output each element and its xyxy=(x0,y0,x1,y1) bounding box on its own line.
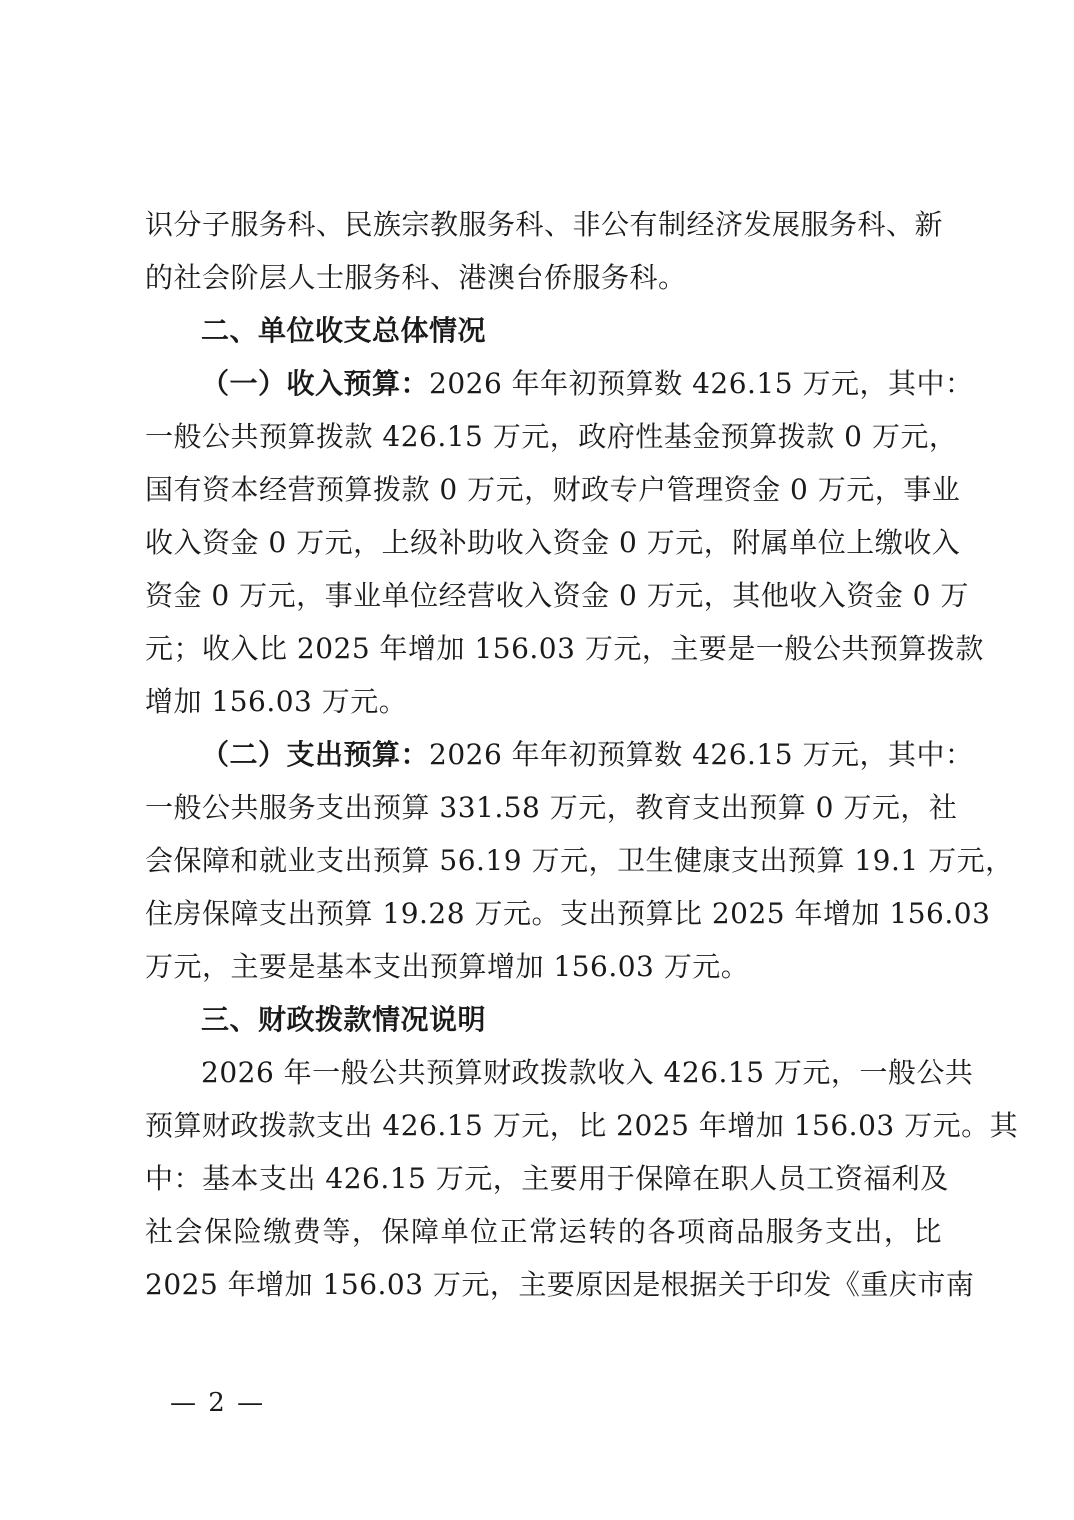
body-line: 2025 年增加 156.03 万元，主要原因是根据关于印发《重庆市南 xyxy=(145,1268,975,1301)
body-line: 元；收入比 2025 年增加 156.03 万元，主要是一般公共预算拨款 xyxy=(145,632,984,665)
income-budget-first-line xyxy=(145,357,974,410)
expenditure-budget-first-line xyxy=(145,728,974,781)
body-line: 的社会阶层人士服务科、港澳台侨服务科。 xyxy=(145,261,687,294)
section-heading-2: 二、单位收支总体情况 xyxy=(201,314,487,347)
subsection-heading-income: （一）收入预算： xyxy=(201,367,430,400)
body-text: 2026 年年初预算数 426.15 万元，其中： xyxy=(429,367,974,400)
section-heading-3: 三、财政拨款情况说明 xyxy=(201,1003,487,1036)
body-text: 2026 年年初预算数 426.15 万元，其中： xyxy=(429,738,974,771)
body-line: 国有资本经营预算拨款 0 万元，财政专户管理资金 0 万元，事业 xyxy=(145,473,961,506)
page-number: — 2 — xyxy=(170,1388,266,1418)
body-line: 预算财政拨款支出 426.15 万元，比 2025 年增加 156.03 万元。其 xyxy=(145,1109,1019,1142)
body-line: 增加 156.03 万元。 xyxy=(145,685,408,718)
body-line: 资金 0 万元，事业单位经营收入资金 0 万元，其他收入资金 0 万 xyxy=(145,579,969,612)
body-line: 中：基本支出 426.15 万元，主要用于保障在职人员工资福利及 xyxy=(145,1162,949,1195)
body-line: 会保障和就业支出预算 56.19 万元，卫生健康支出预算 19.1 万元， xyxy=(145,844,1014,877)
body-line: 2026 年一般公共预算财政拨款收入 426.15 万元，一般公共 xyxy=(201,1056,974,1089)
body-line: 一般公共预算拨款 426.15 万元，政府性基金预算拨款 0 万元， xyxy=(145,420,958,453)
body-line: 一般公共服务支出预算 331.58 万元，教育支出预算 0 万元，社 xyxy=(145,791,958,824)
document-body xyxy=(145,198,1019,1311)
subsection-heading-expenditure: （二）支出预算： xyxy=(201,738,430,771)
body-line: 社会保险缴费等，保障单位正常运转的各项商品服务支出，比 xyxy=(145,1215,942,1248)
body-line: 识分子服务科、民族宗教服务科、非公有制经济发展服务科、新 xyxy=(145,208,944,241)
body-line: 万元，主要是基本支出预算增加 156.03 万元。 xyxy=(145,950,750,983)
body-line: 住房保障支出预算 19.28 万元。支出预算比 2025 年增加 156.03 xyxy=(145,897,991,930)
body-line: 收入资金 0 万元，上级补助收入资金 0 万元，附属单位上缴收入 xyxy=(145,526,961,559)
